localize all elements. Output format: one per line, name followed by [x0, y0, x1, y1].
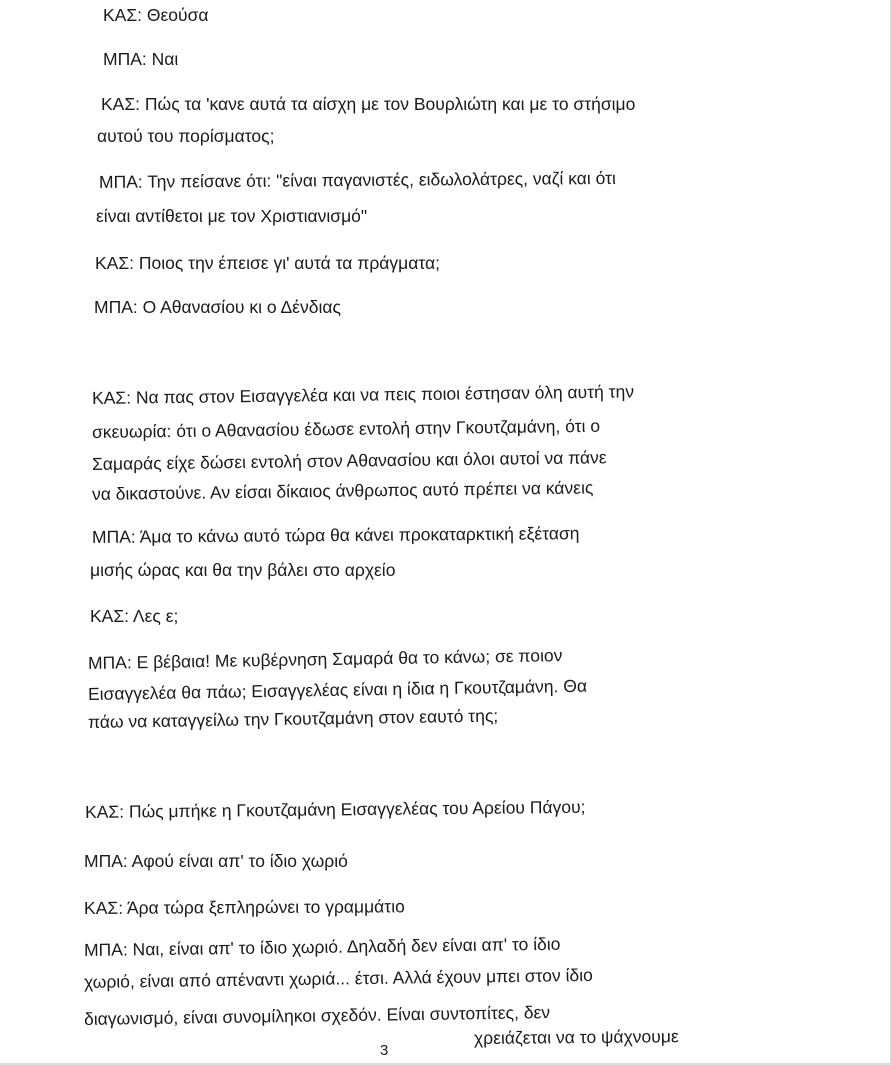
transcript-line: ΜΠΑ: Ναι — [103, 49, 179, 69]
transcript-line: ΜΠΑ: Άμα το κάνω αυτό τώρα θα κάνει προκαταρκτική εξέταση — [91, 523, 580, 547]
transcript-line: πάω να καταγγείλω την Γκουτζαμάνη στον εαυτό της; — [87, 705, 499, 732]
transcript-line: χρειάζεται να το ψάχνουμε — [473, 1026, 679, 1048]
transcript-line: ΜΠΑ: Ναι, είναι απ' το ίδιο χωριό. Δηλαδή δεν είναι απ' το ίδιο — [83, 933, 561, 960]
transcript-line: ΚΑΣ: Θεούσα — [103, 5, 209, 25]
transcript-line: χωριό, είναι από απέναντι χωριά... έτσι. Αλλά έχουν μπει στον ίδιο — [83, 964, 593, 992]
transcript-line: είναι αντίθετοι με τον Χριστιανισμό" — [96, 206, 368, 226]
transcript-line: διαγωνισμό, είναι συνομίληκοι σχεδόν. Είναι συντοπίτες, δεν — [83, 1002, 551, 1029]
transcript-line: μισής ώρας και θα την βάλει στο αρχείο — [90, 560, 396, 580]
transcript-line: ΜΠΑ: Την πείσανε ότι: "είναι παγανιστές, ειδωλολάτρες, ναζί και ότι — [98, 167, 616, 192]
transcript-line: ΜΠΑ: Ε βέβαια! Με κυβέρνηση Σαμαρά θα το κάνω; σε ποιον — [87, 645, 563, 673]
transcript-line: ΜΠΑ: Αφού είναι απ' το ίδιο χωριό — [84, 851, 348, 871]
transcript-line: ΚΑΣ: Άρα τώρα ξεπληρώνει το γραμμάτιο — [83, 896, 405, 918]
transcript-line: σκευωρία: ότι ο Αθανασίου έδωσε εντολή στην Γκουτζαμάνη, ότι ο — [91, 415, 601, 442]
transcript-line: ΚΑΣ: Πώς μπήκε η Γκουτζαμάνη Εισαγγελέας του Αρείου Πάγου; — [84, 796, 586, 822]
transcript-line: αυτού του πορίσματος; — [97, 126, 275, 146]
transcript-line: ΚΑΣ: Να πας στον Εισαγγελέα και να πεις ποιοι έστησαν όλη αυτή την — [91, 381, 635, 408]
transcript-line: ΚΑΣ: Ποιος την έπεισε γι' αυτά τα πράγματα; — [95, 253, 441, 273]
page-number: 3 — [380, 1042, 389, 1059]
transcript-line: Σαμαράς είχε δώσει εντολή στον Αθανασίου και όλοι αυτοί να πάνε — [91, 447, 607, 474]
transcript-line: να δικαστούνε. Αν είσαι δίκαιος άνθρωπος αυτό πρέπει να κάνεις — [91, 477, 594, 504]
transcript-line: Εισαγγελέα θα πάω; Εισαγγελέας είναι η ίδια η Γκουτζαμάνη. Θα — [87, 675, 588, 704]
transcript-line: ΚΑΣ: Πώς τα 'κανε αυτά τα αίσχη με τον Βουρλιώτη και με το στήσιμο — [101, 94, 636, 114]
transcript-line: ΜΠΑ: Ο Αθανασίου κι ο Δένδιας — [94, 297, 341, 317]
transcript-line: ΚΑΣ: Λες ε; — [90, 606, 179, 626]
